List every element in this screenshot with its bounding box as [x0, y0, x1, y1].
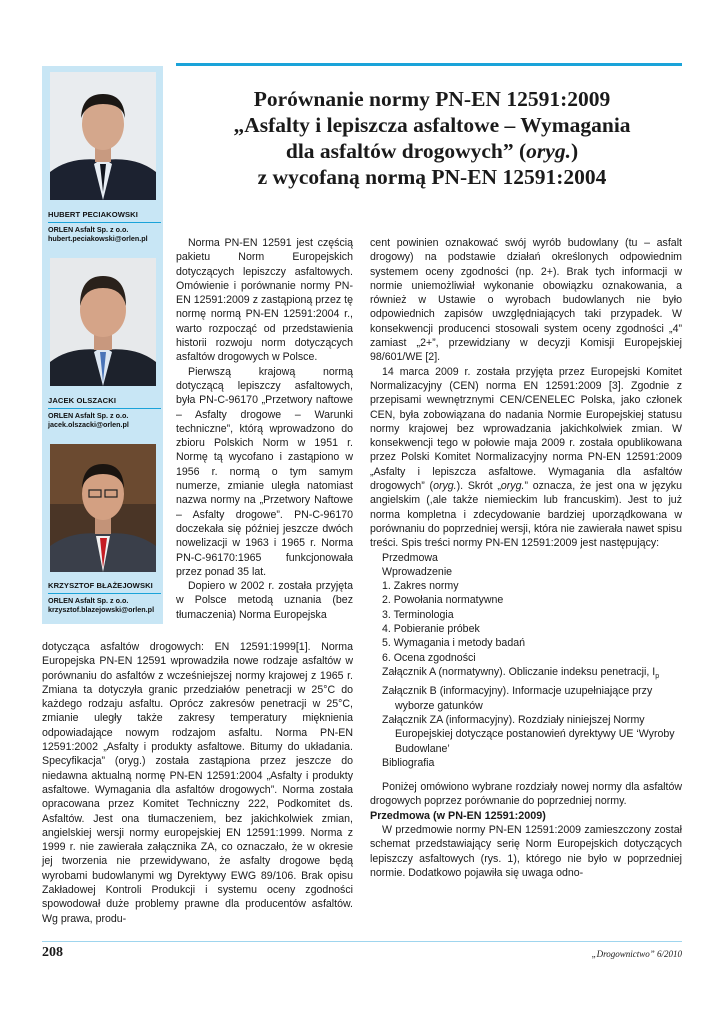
body-column-2	[370, 236, 682, 880]
paragraph-2009: 14 marca 2009 r. została przyjęta przez Europejski Komitet Normalizacyjny (CEN) norma EN 12591:2009 [3]. Zgodnie z przepisami wewnętrznymi CEN/CENELEC Polska, jako członek CEN, była zobowiązana do nadania Normie Europejskiej statusu normy krajowej bez wprowadzania jakichkolwiek zmian. W konsekwencji tego w połowie maja 2009 r. została opublikowana przez Polski Komitet Normalizacyjny norma PN-EN 12591:2009 „Asfalty i lepiszcza asfaltowe. Wymagania dla asfaltów drogowych” (oryg.). Skrót „oryg.” oznacza, że jest ona w języku angielskim (,ale także niemieckim lub francuskim). Jest to już norma kompletna i zdecydowanie bardziej uporządkowana w porównaniu do poprzedniej wersji, która nie zawierała nawet spisu treści. Spis treści normy PN-EN 12591:2009 jest następujący:	[370, 365, 682, 550]
magazine-issue: „Drogownictwo” 6/2010	[591, 949, 682, 959]
author-divider	[48, 593, 161, 594]
paragraph-summary: Poniżej omówiono wybrane rozdziały nowej normy dla asfaltów drogowych poprzez porównanie do poprzedniej normy.	[370, 781, 682, 808]
body-column-1-lower	[42, 640, 353, 926]
footer-rule	[42, 941, 682, 942]
author-photo-3	[50, 444, 156, 572]
title-line-4: z wycofaną normą PN-EN 12591:2004	[257, 165, 607, 189]
paragraph-2002-start: Dopiero w 2002 r. została przyjęta w Polsce metodą uznania (bez tłumaczenia) Norma Europejska	[176, 580, 353, 621]
paragraph-2002-cont: dotycząca asfaltów drogowych: EN 12591:1999[1]. Norma Europejska PN-EN 12591 wprowadziła nowe rodzaje asfaltów w porównaniu do asfaltów z wcześniejszej normy krajowej z 1965 r. Zmiana ta dotyczyła granic przedziałów penetracji w 25°C do każdego rodzaju asfaltu. Oprócz zakresów penetracji w 25°C, zmianie uległy także zakresy temperatury mięknienia odpowiadające nowym rodzajom asfaltu. Norma PN-EN 12591:2002 „Asfalty i produkty asfaltowe. Bitumy do układania. Specyfikacja” (oryg.) została zastąpiona przez jeszcze do niedawna aktualną normę PN-EN 12591:2004 „Asfalty i produkty asfaltowe. Wymagania dla asfaltów drogowych”. Norma została opracowana przez Komitet Techniczny 222, Podkomitet ds. Asfaltów. Jest ona tłumaczeniem, bez jakichkolwiek zmian, angielskiej wersji normy europejskiej EN 12591:1999. Norma z 1999 r. nie zawierała załącznika ZA, co oznaczało, że w okresie jej tworzenia nie przewidywano, że asfalty drogowe będą wyrobami budowlanymi wg Dyrektywy EWG 89/106. Brak opisu Zakładowej Kontroli Produkcji i systemu oceny zgodności spowodował duże problemy prawne dla producentów asfaltów. Wg prawa, produ-	[42, 641, 353, 925]
author-email[interactable]: jacek.olszacki@orlen.pl	[48, 420, 129, 430]
portrait-2-icon	[50, 258, 156, 386]
article-title	[182, 86, 682, 190]
toc-item: 4. Pobieranie próbek	[382, 623, 480, 636]
paragraph-history: Pierwszą krajową normą dotyczącą lepiszczy asfaltowych, była PN-C-96170 „Przetwory naftowe – Asfalty drogowe – Warunki techniczne”, którą wprowadzono do zbioru Polskich Norm w 1951 r. Normę tą wycofano i zastąpiono w 1956 r. normą o tym samym numerze, zmianie uległa natomiast nazwa normy na „Przetwory Naftowe – Asfalty drogowe”. PN-C-96170 doczekała się później jeszcze dwóch nowelizacji w 1963 i 1965 r. Norma PN-C-96170:1965 funkcjonowała przez ponad 35 lat.	[176, 365, 353, 578]
title-line-3: dla asfaltów drogowych” (oryg.)	[285, 139, 579, 163]
page-number: 208	[42, 945, 63, 960]
paragraph-producer: cent powinien oznakować swój wyrób budowlany (tu – asfalt drogowy) na podstawie działań określonych odpowiednim systemem oceny zgodności (np. 2+). Brak tych informacji w normie uniemożliwiał wykonanie obowiązku oznakowania, a również w Ustawie o wyrobach budowlanych nie było odpowiednich zapisów uwzględniających taki przypadek. W konsekwencji producenci stosowali system oceny zgodności „4” zamiast „2+”, przewidziany w decyzji Komisji Europejskiej 98/601/WE [2].	[370, 237, 682, 364]
toc-item: Wprowadzenie	[382, 565, 453, 578]
toc-item: 3. Terminologia	[382, 608, 454, 621]
author-divider	[48, 408, 161, 409]
author-name: KRZYSZTOF BŁAŻEJOWSKI	[48, 581, 153, 590]
author-name: HUBERT PECIAKOWSKI	[48, 210, 138, 219]
author-caption-3	[48, 581, 161, 615]
author-company: ORLEN Asfalt Sp. z o.o.	[48, 410, 129, 420]
toc-item: Przedmowa	[382, 551, 438, 564]
author-caption-1	[48, 210, 161, 244]
toc-item: 5. Wymagania i metody badań	[382, 637, 526, 650]
toc-item: 1. Zakres normy	[382, 580, 459, 593]
paragraph-preface: W przedmowie normy PN-EN 12591:2009 zamieszczony został schemat przedstawiający serię Norm Europejskich dotyczących lepiszczy asfaltowych (rys. 1), którego nie było w poprzedniej normie. Dodatkowo pojawiła się uwaga odno-	[370, 823, 682, 879]
paragraph-intro: Norma PN-EN 12591 jest częścią pakietu Norm Europejskich dotyczących lepiszczy asfaltowych. Omówienie i porównanie normy PN-EN 12591:2009 z zastąpioną przez tę normę normą PN-EN 12591:2004 r., warto rozpocząć od przedstawienia historii rozwoju norm dotyczących asfaltów drogowych w Polsce.	[176, 237, 353, 364]
author-company: ORLEN Asfalt Sp. z o.o.	[48, 595, 129, 605]
author-email[interactable]: hubert.peciakowski@orlen.pl	[48, 234, 148, 244]
toc-item: 2. Powołania normatywne	[382, 594, 504, 607]
portrait-1-icon	[50, 72, 156, 200]
top-accent-rule	[176, 63, 682, 66]
author-email[interactable]: krzysztof.blazejowski@orlen.pl	[48, 605, 155, 615]
toc-item: Załącznik A (normatywny). Obliczanie indeksu penetracji, $I_p$	[382, 665, 660, 681]
portrait-3-icon	[50, 444, 156, 572]
author-name: JACEK OLSZACKI	[48, 396, 117, 405]
author-photo-1	[50, 72, 156, 200]
toc-item: Załącznik ZA (informacyjny). Rozdziały niniejszej Normy Europejskiej dotyczące postanowień dyrektywy UE ‘Wyroby Budowlane’	[382, 713, 675, 755]
author-caption-2	[48, 396, 161, 430]
title-italic: oryg.	[526, 139, 571, 163]
table-of-contents	[370, 551, 682, 771]
body-column-1-upper	[176, 236, 353, 622]
title-line-2: „Asfalty i lepiszcza asfaltowe – Wymagania	[233, 113, 631, 137]
title-line-1: Porównanie normy PN-EN 12591:2009	[253, 87, 611, 111]
toc-item: Załącznik B (informacyjny). Informacje uzupełniające przy wyborze gatunków	[382, 685, 653, 712]
toc-item: 6. Ocena zgodności	[382, 651, 476, 664]
author-photo-2	[50, 258, 156, 386]
author-company: ORLEN Asfalt Sp. z o.o.	[48, 224, 129, 234]
toc-item: Bibliografia	[382, 756, 435, 769]
author-divider	[48, 222, 161, 223]
section-heading: Przedmowa (w PN-EN 12591:2009)	[370, 809, 546, 822]
